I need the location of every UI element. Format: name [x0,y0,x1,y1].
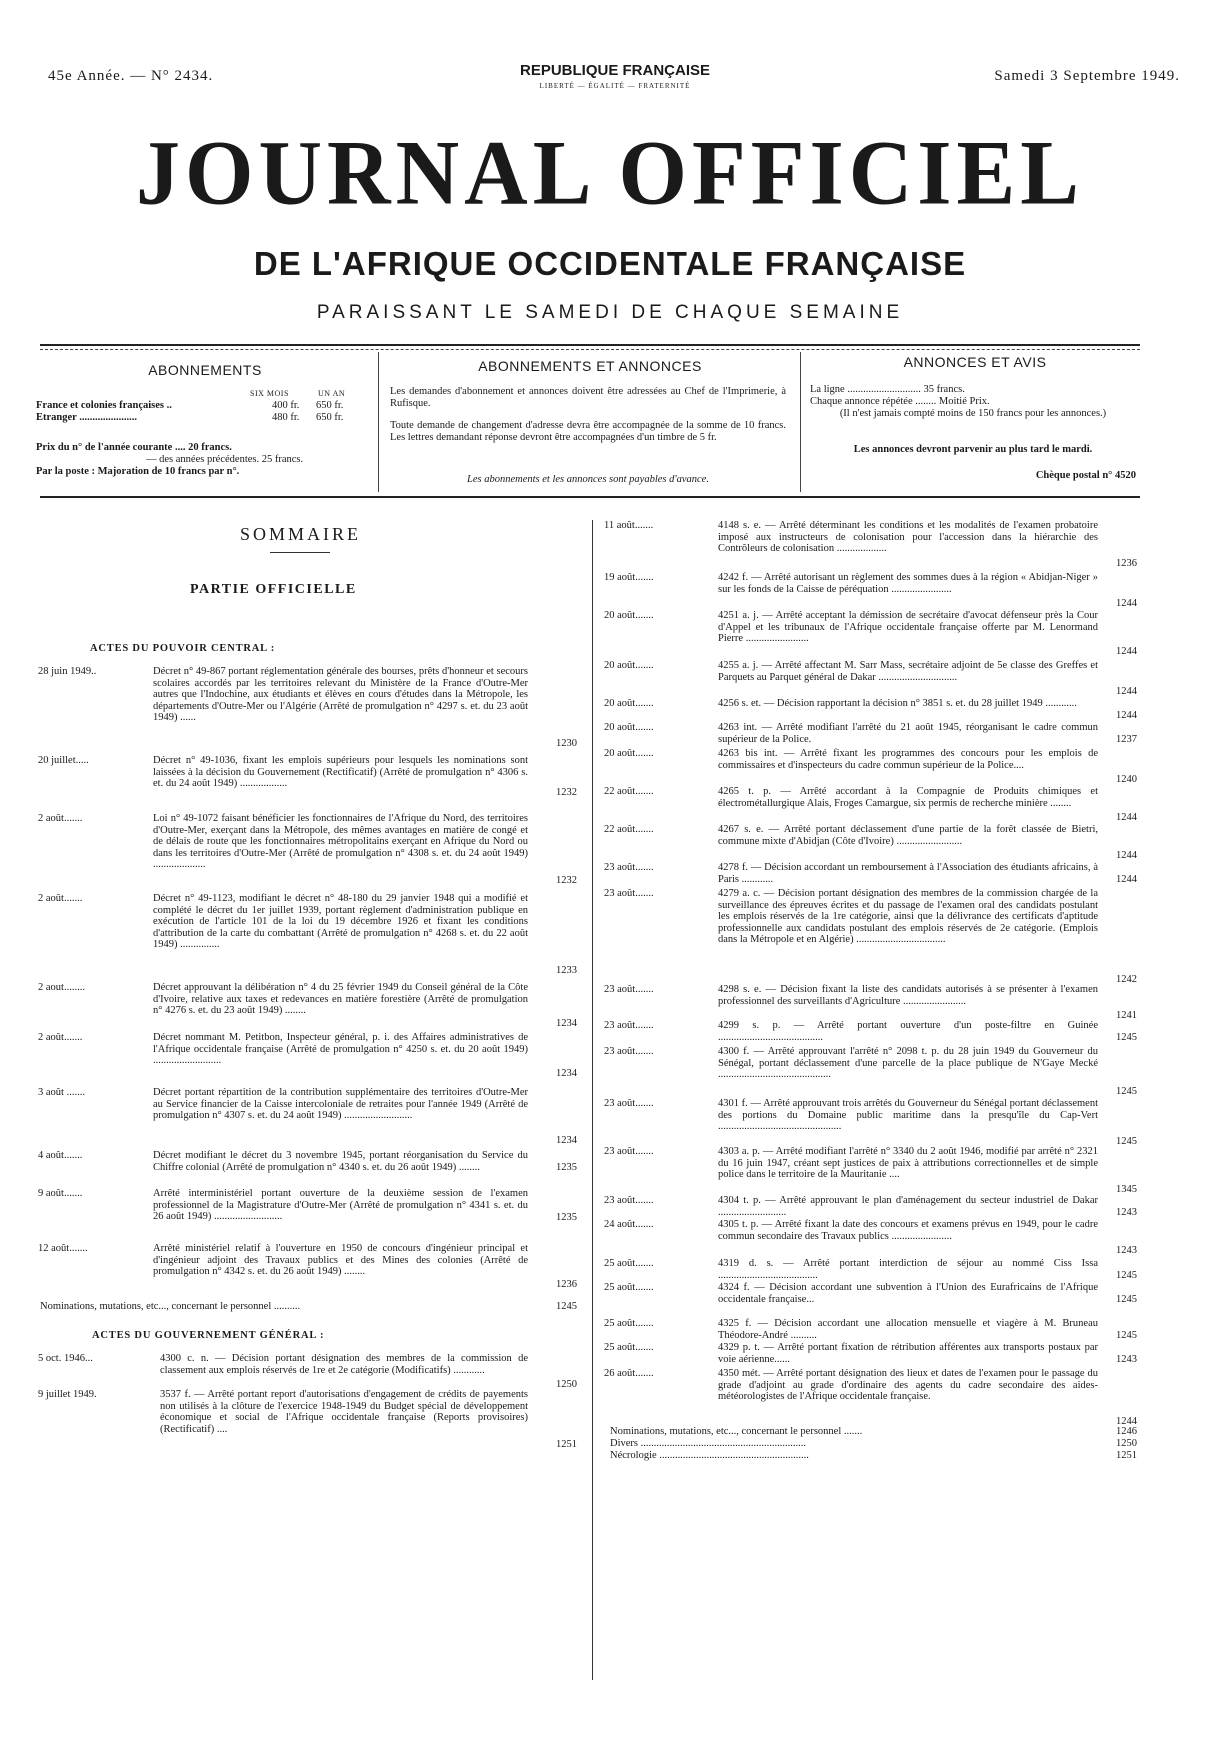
entry-page: 1245 [1116,1270,1137,1281]
abonnements-annonces-p3: Les abonnements et les annonces sont payables d'avance. [467,474,709,485]
entry-text: 4324 f. — Décision accordant une subvention à l'Union des Eurafricains de l'Afrique occidentale française... [718,1282,1098,1305]
entry-date: 20 août....... [604,698,654,709]
partie-officielle: PARTIE OFFICIELLE [190,582,357,597]
entry-page: 1243 [1116,1354,1137,1365]
entry-page: 1244 [1116,686,1137,697]
sommaire-rule [270,552,330,553]
issue-number: 45e Année. — N° 2434. [48,68,214,84]
journal-tagline: PARAISSANT LE SAMEDI DE CHAQUE SEMAINE [316,302,904,323]
nominations-page: 1245 [556,1301,577,1312]
section-gouvernement-general: ACTES DU GOUVERNEMENT GÉNÉRAL : [92,1330,325,1341]
row-label: Etranger ...................... [36,412,138,423]
entry-text: 4148 s. e. — Arrêté déterminant les conditions et les modalités de l'examen probatoire imposé aux instructeurs de colonisation pour l'accession dans la hiérarchie des Contrôleurs de colonisation ................... [718,520,1098,555]
entry-date: 12 août....... [38,1243,88,1254]
entry-date: 11 août....... [604,520,654,531]
entry-page: 1245 [1116,1086,1137,1097]
entry-date: 9 août....... [38,1188,83,1199]
entry-date: 20 août....... [604,660,654,671]
col-un-an: UN AN [318,389,346,398]
entry-date: 20 août....... [604,722,654,733]
abonnements-annonces-p2: Toute demande de changement d'adresse devra être accompagnée de la somme de 10 francs. Les lettres demandant réponse devront être accompagnées d'un timbre de 5 fr. [390,420,786,443]
entry-page: 1236 [556,1279,577,1290]
entry-date: 23 août....... [604,984,654,995]
box-abonnements-annonces [390,356,790,492]
entry-text: 4278 f. — Décision accordant un remboursement à l'Association des étudiants africains, à Paris ............ [718,862,1098,885]
entry-page: 1235 [556,1162,577,1173]
abonnements-note: — des années précédentes. 25 francs. [146,454,304,465]
entry-date: 23 août....... [604,862,654,873]
abonnements-annonces-p1: Les demandes d'abonnement et annonces doivent être adressées au Chef de l'Imprimerie, à Rufisque. [390,386,786,409]
entry-text: Décret portant répartition de la contribution supplémentaire des territoires d'Outre-Mer au Service financier de la Caisse intercoloniale de retraites pour l'année 1949 (Arrêté de promulgation n° 4307 s. et. du 24 août 1949) .......................... [153,1087,528,1122]
annonces-ligne: La ligne ............................ 35 francs. [810,384,965,395]
entry-text: 4279 a. c. — Décision portant désignation des membres de la commission chargée de la surveillance des épreuves écrites et du passage de l'examen oral des candidats postulant les emplois réservés de la 1re catégorie, ainsi que la délivrance des certificats d'aptitude professionnelle aux candidats postulant des emplois réservés de 2e catégorie. (Emplois dans la Métropole et en Algérie) .................................. [718,888,1098,946]
entry-text: 4298 s. e. — Décision fixant la liste des candidats autorisés à se présenter à l'examen professionnel des surveillants d'Agriculture ........................ [718,984,1098,1007]
entry-text: 4251 a. j. — Arrêté acceptant la démission de secrétaire d'avocat défenseur près la Cour d'Appel et les tribunaux de l'Afrique occidentale française offerte par M. Lenormand Pierre ........................ [718,610,1098,645]
issue-date: Samedi 3 Septembre 1949. [994,68,1180,84]
entry-text: Arrêté ministériel relatif à l'ouverture en 1950 de concours d'ingénieur principal et d'ingénieur adjoint des Travaux publics et des Mines des colonies (Arrêté de promulgation n° 4342 s. et. du 26 août 1949) ........ [153,1243,528,1278]
entry-date: 24 août....... [604,1219,654,1230]
row-six: 400 fr. [272,400,300,411]
entry-text: 4263 bis int. — Arrêté fixant les programmes des concours pour les emplois de commissaires et d'inspecteurs du cadre commun supérieur de la Police.... [718,748,1098,771]
entry-page: 1244 [1116,598,1137,609]
entry-page: 1243 [1116,1245,1137,1256]
boxes-rule-bottom [40,496,1140,498]
entry-text: Loi n° 49-1072 faisant bénéficier les fonctionnaires de l'Afrique du Nord, des territoires d'Outre-Mer, exerçant dans la Métropole, des mêmes avantages en matière de congé et de délais de route que les fonctionnaires métropolitains exerçant en Afrique du Nord ou dans les territoires d'Outre-Mer (Arrêté de promulgation n° 4308 s. et. du 24 août 1949) .................... [153,813,528,871]
entry-page: 1230 [556,738,577,749]
sommaire-title: SOMMAIRE [240,524,362,544]
entry-date: 20 août....... [604,748,654,759]
entry-page: 1244 [1116,850,1137,861]
entry-date: 2 août....... [38,1032,83,1043]
entry-text: 4329 p. t. — Arrêté portant fixation de rétribution afférentes aux transports postaux par voie aérienne...... [718,1342,1098,1365]
entry-page: 1236 [1116,558,1137,569]
entry-date: 26 août....... [604,1368,654,1379]
entry-date: 2 août....... [38,813,83,824]
entry-page: 1243 [1116,1207,1137,1218]
entry-date: 4 août....... [38,1150,83,1161]
entry-date: 22 août....... [604,786,654,797]
entry-page: 1241 [1116,1010,1137,1021]
entry-text: Divers ............................................................... [610,1438,806,1449]
entry-date: 23 août....... [604,1195,654,1206]
entry-text: 4325 f. — Décision accordant une allocation mensuelle et viagère à M. Bruneau Théodore-André .......... [718,1318,1098,1341]
masthead-rule-dashed [40,349,1140,350]
entry-text: 4301 f. — Arrêté approuvant trois arrêtés du Gouverneur du Sénégal portant déclassement des portions du Domaine public maritime dans la presqu'île du Cap-Vert ............................................... [718,1098,1098,1133]
entry-page: 1251 [1116,1450,1137,1461]
entry-page: 1234 [556,1068,577,1079]
entry-page: 1245 [1116,1330,1137,1341]
entry-page: 1232 [556,787,577,798]
box-divider [800,352,801,492]
abonnements-heading: ABONNEMENTS [148,362,262,378]
entry-page: 1244 [1116,710,1137,721]
entry-date: 2 août....... [38,893,83,904]
box-annonces-avis [810,354,1140,492]
row-label: France et colonies françaises .. [36,400,172,411]
entry-date: 23 août....... [604,1046,654,1057]
entry-date: 3 août ....... [38,1087,85,1098]
entry-date: 23 août....... [604,1146,654,1157]
entry-page: 1242 [1116,974,1137,985]
entry-text: Arrêté interministériel portant ouverture de la deuxième session de l'examen professionnel de la Magistrature d'Outre-Mer (Arrêté de promulgation n° 4341 s. et. du 26 août 1949) .......................... [153,1188,528,1223]
entry-page: 1244 [1116,646,1137,657]
box-abonnements [36,356,374,492]
entry-text: 4300 c. n. — Décision portant désignation des membres de la commission de classement aux emplois réservés de 1re et 2e catégorie (Modificatifs) ............ [160,1353,528,1376]
column-divider [592,520,593,1680]
entry-text: 4319 d. s. — Arrêté portant interdiction de séjour au nommé Ciss Issa ...................................... [718,1258,1098,1281]
annonces-repetee: Chaque annonce répétée ........ Moitié Prix. [810,396,990,407]
entry-text: 4350 mét. — Arrêté portant désignation des lieux et dates de l'examen pour le passage du grade d'adjoint au grade d'ordinaire des agents du cadre secondaire des aides-météorologistes de l'Afrique occidentale française. [718,1368,1098,1403]
entry-date: 22 août....... [604,824,654,835]
annonces-minimum: (Il n'est jamais compté moins de 150 francs pour les annonces.) [839,408,1107,419]
entry-date: 20 août....... [604,610,654,621]
entry-date: 23 août....... [604,1020,654,1031]
annonces-delai: Les annonces devront parvenir au plus tard le mardi. [853,444,1093,455]
cheque-postal: Chèque postal n° 4520 [1035,470,1136,481]
entry-text: 4267 s. e. — Arrêté portant déclassement d'une partie de la forêt classée de Bietri, commune mixte d'Abidjan (Côte d'Ivoire) ......................... [718,824,1098,847]
entry-date: 19 août....... [604,572,654,583]
entry-text: 4263 int. — Arrêté modifiant l'arrêté du 21 août 1945, réorganisant le cadre commun supérieur de la Police. [718,722,1098,745]
entry-page: 1345 [1116,1184,1137,1195]
republic-motto: LIBERTÉ — ÉGALITÉ — FRATERNITÉ [539,82,691,90]
nominations-text: Nominations, mutations, etc..., concernant le personnel .......... [40,1301,301,1312]
entry-text: 3537 f. — Arrêté portant report d'autorisations d'engagement de crédits de payements non utilisés à la clôture de l'exercice 1948-1949 du Budget spécial de développement économique et social de l'Afrique occidentale française (Reports provisoires) (Rectificatif) .... [160,1389,528,1435]
masthead-rule-top [40,344,1140,346]
entry-text: Décret nommant M. Petitbon, Inspecteur général, p. i. des Affaires administratives de l'Afrique occidentale française (Arrêté de promulgation n° 4250 s. et. du 20 août 1949) .......................... [153,1032,528,1067]
entry-page: 1232 [556,875,577,886]
entry-date: 25 août....... [604,1258,654,1269]
entry-page: 1234 [556,1018,577,1029]
entry-page: 1244 [1116,1416,1137,1427]
entry-page: 1245 [1116,1032,1137,1043]
entry-date: 20 juillet..... [38,755,89,766]
entry-page: 1245 [1116,1294,1137,1305]
entry-page: 1244 [1116,874,1137,885]
entry-page: 1246 [1116,1426,1137,1437]
entry-text: 4256 s. et. — Décision rapportant la décision n° 3851 s. et. du 28 juillet 1949 ............ [718,698,1077,709]
col-six-mois: SIX MOIS [250,389,289,398]
annonces-avis-heading: ANNONCES ET AVIS [903,354,1047,370]
entry-page: 1240 [1116,774,1137,785]
abonnements-note: Par la poste : Majoration de 10 francs par n°. [36,466,240,477]
entry-date: 9 juillet 1949. [38,1389,97,1400]
entry-date: 2 aout........ [38,982,85,993]
row-an: 650 fr. [316,412,344,423]
nominations-left [40,1301,577,1312]
entry-text: Nécrologie ......................................................... [610,1450,809,1461]
entry-page: 1233 [556,965,577,976]
entry-text: 4303 a. p. — Arrêté modifiant l'arrêté n° 3340 du 2 août 1946, modifié par arrêté n° 2321 du 16 juin 1947, créant sept justices de paix à attributions correctionnelles et de simple police dans le territoire de la Mauritanie .... [718,1146,1098,1181]
entry-date: 23 août....... [604,1098,654,1109]
entry-text: Décret n° 49-867 portant réglementation générale des bourses, prêts d'honneur et secours scolaires accordés par les territoires relevant du Ministère de la France d'Outre-Mer autres que l'Indochine, aux étudiants et élèves en cours d'études dans la Métropole, les départements d'Outre-Mer ou l'Algérie (Arrêté de promulgation n° 4297 s. et. du 23 août 1949) ...... [153,666,528,724]
entry-text: 4265 t. p. — Arrêté accordant à la Compagnie de Produits chimiques et électrométallurgique Alais, Froges Camargue, six permis de recherche minière ........ [718,786,1098,809]
entry-page: 1251 [556,1439,577,1450]
entry-page: 1245 [1116,1136,1137,1147]
entry-text: Décret n° 49-1123, modifiant le décret n° 48-180 du 29 janvier 1948 qui a modifié et complété le décret du 1er juillet 1939, portant règlement d'administration publique en exécution de l'article 101 de la loi du 19 décembre 1926 et fixant les conditions d'attribution de la carte du combattant (Arrêté de promulgation n° 4268 s. et. du 22 août 1949) ............... [153,893,528,951]
entry-date: 25 août....... [604,1318,654,1329]
entry-text: 4305 t. p. — Arrêté fixant la date des concours et examens prévus en 1949, pour le cadre commun secondaire des Travaux publics ....................... [718,1219,1098,1242]
abonnements-annonces-heading: ABONNEMENTS ET ANNONCES [478,358,702,374]
row-six: 480 fr. [272,412,300,423]
entry-text: 4242 f. — Arrêté autorisant un règlement des sommes dues à la région « Abidjan-Niger » sur les fonds de la Caisse de péréquation ....................... [718,572,1098,595]
entry-page: 1234 [556,1135,577,1146]
entry-page: 1244 [1116,812,1137,823]
entry-text: Décret approuvant la délibération n° 4 du 25 février 1949 du Conseil général de la Côte d'Ivoire, relative aux taxes et redevances en matière forestière (Arrêté de promulgation n° 4276 s. et. du 23 août 1949) ........ [153,982,528,1017]
entry-text: Décret modifiant le décret du 3 novembre 1945, portant réorganisation du Service du Chiffre colonial (Arrêté de promulgation n° 4340 s. et. du 26 août 1949) ........ [153,1150,528,1173]
entry-date: 5 oct. 1946... [38,1353,93,1364]
row-an: 650 fr. [316,400,344,411]
entry-text: 4299 s. p. — Arrêté portant ouverture d'un poste-filtre en Guinée ........................................ [718,1020,1098,1043]
journal-title: JOURNAL OFFICIEL [136,122,1084,225]
box-divider [378,352,379,492]
entry-date: 25 août....... [604,1342,654,1353]
entry-page: 1237 [1116,734,1137,745]
entry-text: Décret n° 49-1036, fixant les emplois supérieurs pour lesquels les nominations sont laissées à la décision du Gouvernement (Rectificatif) (Arrêté de promulgation n° 4306 s. et. du 24 août 1949) .................. [153,755,528,790]
entry-text: 4255 a. j. — Arrêté affectant M. Sarr Mass, secrétaire adjoint de 5e classe des Greffes et Parquets au Parquet général de Dakar .............................. [718,660,1098,683]
entry-date: 23 août....... [604,888,654,899]
entry-page: 1235 [556,1212,577,1223]
entry-text: 4304 t. p. — Arrêté approuvant le plan d'aménagement du secteur industriel de Dakar .......................... [718,1195,1098,1218]
republic-title: REPUBLIQUE FRANÇAISE [519,62,710,79]
entry-page: 1250 [1116,1438,1137,1449]
section-pouvoir-central: ACTES DU POUVOIR CENTRAL : [90,643,276,654]
entry-text: Nominations, mutations, etc..., concernant le personnel ....... [610,1426,863,1437]
entry-page: 1250 [556,1379,577,1390]
entry-text: 4300 f. — Arrêté approuvant l'arrêté n° 2098 t. p. du 28 juin 1949 du Gouverneur du Sénégal, portant déclassement d'une parcelle de la place publique de N'Gaye Mecké ........................................... [718,1046,1098,1081]
abonnements-note: Prix du n° de l'année courante .... 20 francs. [36,442,232,453]
entry-date: 28 juin 1949.. [38,666,97,677]
entry-date: 25 août....... [604,1282,654,1293]
journal-subtitle: DE L'AFRIQUE OCCIDENTALE FRANÇAISE [253,245,967,282]
